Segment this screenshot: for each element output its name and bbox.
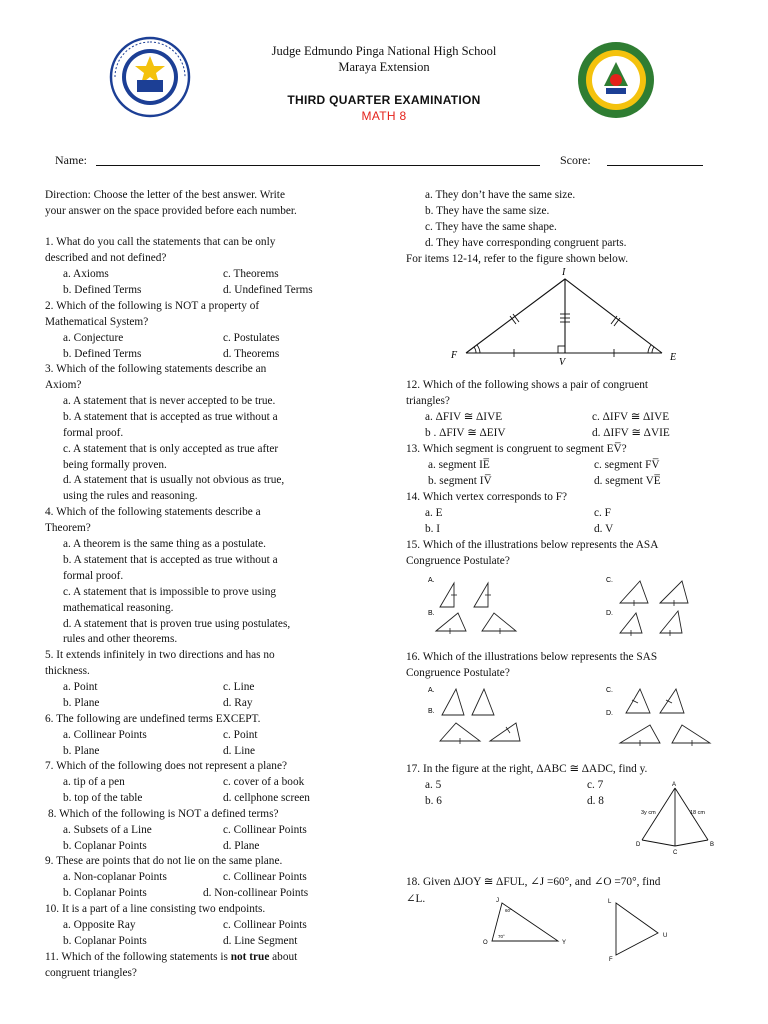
q9-choice-d: d. Non-collinear Points <box>203 887 309 899</box>
q15-label-d: D. <box>606 610 613 617</box>
q9-stem: 9. These are points that do not lie on the same plane. <box>45 855 283 867</box>
q14-choice-a: a. E <box>425 507 443 519</box>
q10-stem: 10. It is a part of a line consisting two endpoints. <box>45 903 266 915</box>
q15-stem: 15. Which of the illustrations below represents the ASA <box>406 539 659 551</box>
q3-choice-a: a. A statement that is never accepted to be true. <box>63 395 276 407</box>
q6-choice-a: a. Collinear Points <box>63 729 147 741</box>
vertex-label-e: E <box>670 352 677 363</box>
q1-stem: 1. What do you call the statements that can be only <box>45 236 276 248</box>
q9-choice-b: b. Coplanar Points <box>63 887 147 899</box>
q17-stem: 17. In the figure at the right, ΔABC ≅ ΔADC, find y. <box>406 763 648 775</box>
vertex-label-b: B <box>710 842 715 848</box>
school-branch: Maraya Extension <box>338 60 430 74</box>
q5-choice-c: c. Line <box>223 681 255 693</box>
q11-choice-c: c. They have the same shape. <box>425 221 557 233</box>
q17-choice-c: c. 7 <box>587 779 604 791</box>
q12-choice-d: d. ΔIFV ≅ ΔVIE <box>592 427 670 439</box>
q4-choice-b: b. A statement that is accepted as true without a <box>63 554 278 566</box>
q16-label-d: D. <box>606 710 613 717</box>
q4-choice-d: d. A statement that is proven true using postulates, <box>63 618 291 630</box>
q14-choice-d: d. V <box>594 523 614 535</box>
q13-choice-c: c. segment FV̅ <box>594 459 660 471</box>
q3-choice-c: c. A statement that is only accepted as true after <box>63 443 279 455</box>
q17-choice-a: a. 5 <box>425 779 442 791</box>
q16-stem: 16. Which of the illustrations below represents the SAS <box>406 651 658 663</box>
q3-choice-b: b. A statement that is accepted as true without a <box>63 411 278 423</box>
q14-stem: 14. Which vertex corresponds to F? <box>406 491 568 503</box>
q6-choice-c: c. Point <box>223 729 258 741</box>
q13-choice-b: b. segment IV̅ <box>428 475 492 487</box>
q12-choice-c: c. ΔIFV ≅ ΔIVE <box>592 411 670 423</box>
vertex-label-y: Y <box>562 940 567 946</box>
q18-stem-cont: ∠L. <box>406 893 426 905</box>
q7-choice-d: d. cellphone screen <box>223 792 310 804</box>
q3-choice-b-cont: formal proof. <box>63 427 124 439</box>
q6-choice-b: b. Plane <box>63 745 100 757</box>
q16-label-b: B. <box>428 708 435 715</box>
q4-choice-a: a. A theorem is the same thing as a postulate. <box>63 538 266 550</box>
q12-choice-a: a. ΔFIV ≅ ΔIVE <box>425 411 503 423</box>
q11-emphasis: not true <box>230 951 270 963</box>
q4-choice-c: c. A statement that is impossible to prove using <box>63 586 277 598</box>
q16-illustrations <box>420 683 730 753</box>
school-name: Judge Edmundo Pinga National High School <box>271 44 497 58</box>
q16-label-a: A. <box>428 687 435 694</box>
q1-stem-cont: described and not defined? <box>45 252 167 264</box>
q11-stem <box>45 950 297 964</box>
q5-stem: 5. It extends infinitely in two directions and has no <box>45 649 275 661</box>
triangle-fie-figure <box>446 266 706 366</box>
q2-choice-a: a. Conjecture <box>63 332 124 344</box>
q10-choice-b: b. Coplanar Points <box>63 935 147 947</box>
vertex-label-d: D <box>636 842 641 848</box>
q12-stem: 12. Which of the following shows a pair of congruent <box>406 379 648 391</box>
score-label: Score: <box>560 153 591 167</box>
q15-label-c: C. <box>606 577 613 584</box>
q10-choice-a: a. Opposite Ray <box>63 919 136 931</box>
q4-stem: 4. Which of the following statements describe a <box>45 506 261 518</box>
q7-choice-a: a. tip of a pen <box>63 776 125 788</box>
name-label: Name: <box>55 153 87 167</box>
q4-choice-d-cont: rules and other theorems. <box>63 633 178 645</box>
q2-stem: 2. Which of the following is NOT a property of <box>45 300 260 312</box>
score-field[interactable] <box>607 165 703 166</box>
q1-choice-b: b. Defined Terms <box>63 284 142 296</box>
q3-choice-d: d. A statement that is usually not obvious as true, <box>63 474 285 486</box>
q1-choice-d: d. Undefined Terms <box>223 284 313 296</box>
vertex-label-l: L <box>608 899 612 905</box>
vertex-label-a: A <box>672 782 677 788</box>
q6-choice-d: d. Line <box>223 745 255 757</box>
q2-choice-d: d. Theorems <box>223 348 280 360</box>
q5-choice-d: d. Ray <box>223 697 253 709</box>
direction-line-2: your answer on the space provided before each number. <box>45 205 297 217</box>
q12-stem-cont: triangles? <box>406 395 450 407</box>
exam-subject: MATH 8 <box>361 109 407 123</box>
q7-stem: 7. Which of the following does not represent a plane? <box>45 760 287 772</box>
name-field[interactable] <box>96 165 540 166</box>
angle-label-o: 70° <box>498 934 505 939</box>
triangle-joy-figure <box>478 893 588 953</box>
q8-choice-a: a. Subsets of a Line <box>63 824 152 836</box>
q10-choice-c: c. Collinear Points <box>223 919 307 931</box>
q9-choice-c: c. Collinear Points <box>223 871 307 883</box>
q8-choice-d: d. Plane <box>223 840 260 852</box>
q11-choice-a: a. They don’t have the same size. <box>425 189 576 201</box>
q16-stem-cont: Congruence Postulate? <box>406 667 510 679</box>
q17-choice-b: b. 6 <box>425 795 442 807</box>
q1-choice-a: a. Axioms <box>63 268 109 280</box>
q11-stem-start: 11. Which of the following statements is <box>45 951 231 963</box>
q6-stem: 6. The following are undefined terms EXCEPT. <box>45 713 261 725</box>
q2-stem-cont: Mathematical System? <box>45 316 149 328</box>
triangle-abcd-figure <box>632 780 722 860</box>
q17-choice-d: d. 8 <box>587 795 604 807</box>
q11-choice-d: d. They have corresponding congruent parts. <box>425 237 627 249</box>
q15-label-b: B. <box>428 610 435 617</box>
q7-choice-b: b. top of the table <box>63 792 143 804</box>
q10-choice-d: d. Line Segment <box>223 935 298 947</box>
q4-choice-b-cont: formal proof. <box>63 570 124 582</box>
q15-label-a: A. <box>428 577 435 584</box>
q2-choice-b: b. Defined Terms <box>63 348 142 360</box>
q16-label-c: C. <box>606 687 613 694</box>
q8-choice-c: c. Collinear Points <box>223 824 307 836</box>
vertex-label-f2: F <box>609 957 613 963</box>
q4-stem-cont: Theorem? <box>45 522 91 534</box>
q13-choice-d: d. segment VE̅ <box>594 475 661 487</box>
q8-choice-b: b. Coplanar Points <box>63 840 147 852</box>
vertex-label-i: I <box>562 267 566 278</box>
q15-stem-cont: Congruence Postulate? <box>406 555 510 567</box>
q2-choice-c: c. Postulates <box>223 332 280 344</box>
q1-choice-c: c. Theorems <box>223 268 279 280</box>
side-label-right: 18 cm <box>690 810 705 816</box>
q5-choice-a: a. Point <box>63 681 98 693</box>
vertex-label-c: C <box>673 850 678 856</box>
direction-line-1: Direction: Choose the letter of the best answer. Write <box>45 189 285 201</box>
q12-choice-b: b . ΔFIV ≅ ΔEIV <box>425 427 506 439</box>
q11-choice-b: b. They have the same size. <box>425 205 550 217</box>
vertex-label-f: F <box>451 350 458 361</box>
school-seal-logo <box>576 40 656 120</box>
vertex-label-j: J <box>496 898 499 904</box>
q14-choice-c: c. F <box>594 507 611 519</box>
q18-stem: 18. Given ΔJOY ≅ ΔFUL, ∠J =60°, and ∠O =70°, find <box>406 876 661 888</box>
q11-stem-cont: congruent triangles? <box>45 967 137 979</box>
q13-stem: 13. Which segment is congruent to segment EV̅? <box>406 443 627 455</box>
q5-choice-b: b. Plane <box>63 697 100 709</box>
q13-choice-a: a. segment IE̅ <box>428 459 490 471</box>
vertex-label-u: U <box>663 933 668 939</box>
vertex-label-v: V <box>559 357 566 366</box>
exam-title: THIRD QUARTER EXAMINATION <box>287 93 481 107</box>
q9-choice-a: a. Non-coplanar Points <box>63 871 167 883</box>
q3-choice-c-cont: being formally proven. <box>63 459 167 471</box>
q11-stem-end: about <box>269 951 298 963</box>
q7-choice-c: c. cover of a book <box>223 776 305 788</box>
deped-seal-logo <box>109 36 191 118</box>
vertex-label-o: O <box>483 940 488 946</box>
q3-stem: 3. Which of the following statements describe an <box>45 363 267 375</box>
q3-choice-d-cont: using the rules and reasoning. <box>63 490 198 502</box>
q14-choice-b: b. I <box>425 523 441 535</box>
items-12-14-instruction: For items 12-14, refer to the figure shown below. <box>406 253 629 265</box>
q3-stem-cont: Axiom? <box>45 379 82 391</box>
q15-illustrations <box>420 573 730 643</box>
angle-label-j: 60° <box>505 908 512 913</box>
q4-choice-c-cont: mathematical reasoning. <box>63 602 174 614</box>
q8-stem: 8. Which of the following is NOT a defined terms? <box>48 808 279 820</box>
side-label-left: 3y cm <box>641 810 656 816</box>
triangle-ful-figure <box>600 893 680 963</box>
q5-stem-cont: thickness. <box>45 665 90 677</box>
